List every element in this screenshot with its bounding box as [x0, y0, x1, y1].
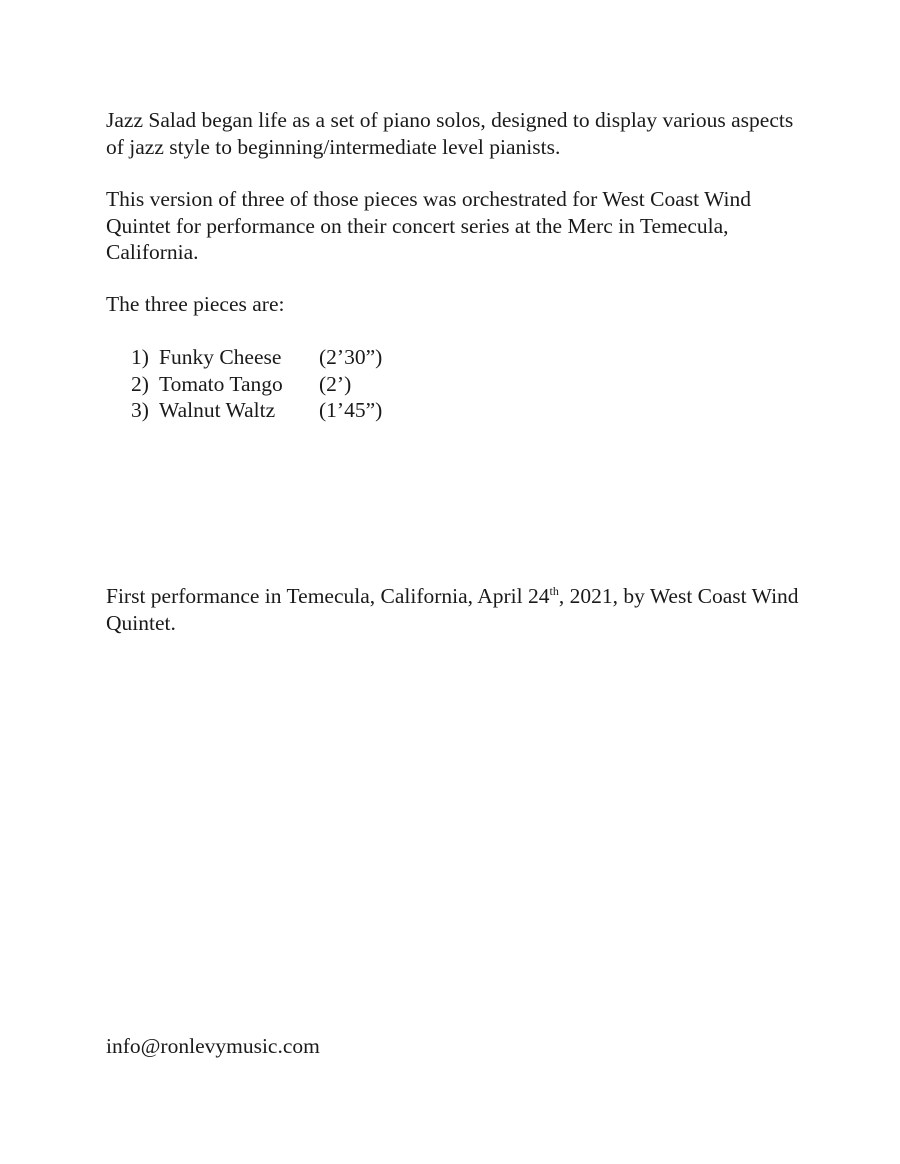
pieces-heading: The three pieces are: [106, 292, 285, 316]
piece-number: 2) [131, 371, 149, 396]
first-performance-paragraph [106, 583, 806, 636]
piece-number: 1) [131, 345, 149, 369]
list-item [131, 344, 382, 371]
piece-duration: (2’) [319, 371, 352, 396]
piece-title: Walnut Waltz [159, 398, 276, 422]
piece-title: Funky Cheese [159, 345, 282, 369]
piece-duration: (1’45”) [319, 398, 383, 422]
piece-number: 3) [131, 398, 149, 422]
intro-paragraph: Jazz Salad began life as a set of piano solos, designed to display various aspects of jazz style to beginning/intermediate level pianists. [106, 108, 794, 159]
piece-duration: (2’30”) [319, 345, 383, 369]
list-item [131, 371, 382, 398]
ordinal-suffix: th [549, 583, 559, 598]
piece-title: Tomato Tango [159, 371, 283, 396]
list-item [131, 397, 382, 424]
contact-email: info@ronlevymusic.com [106, 1034, 320, 1058]
first-performance-text: First performance in Temecula, California, April 24 [106, 584, 550, 608]
orchestration-paragraph: This version of three of those pieces was orchestrated for West Coast Wind Quintet for performance on their concert series at the Merc in Temecula, California. [106, 187, 752, 264]
piece-list [131, 344, 382, 424]
first-performance-text-end: , 2021, by West Coast Wind Quintet. [106, 584, 799, 635]
